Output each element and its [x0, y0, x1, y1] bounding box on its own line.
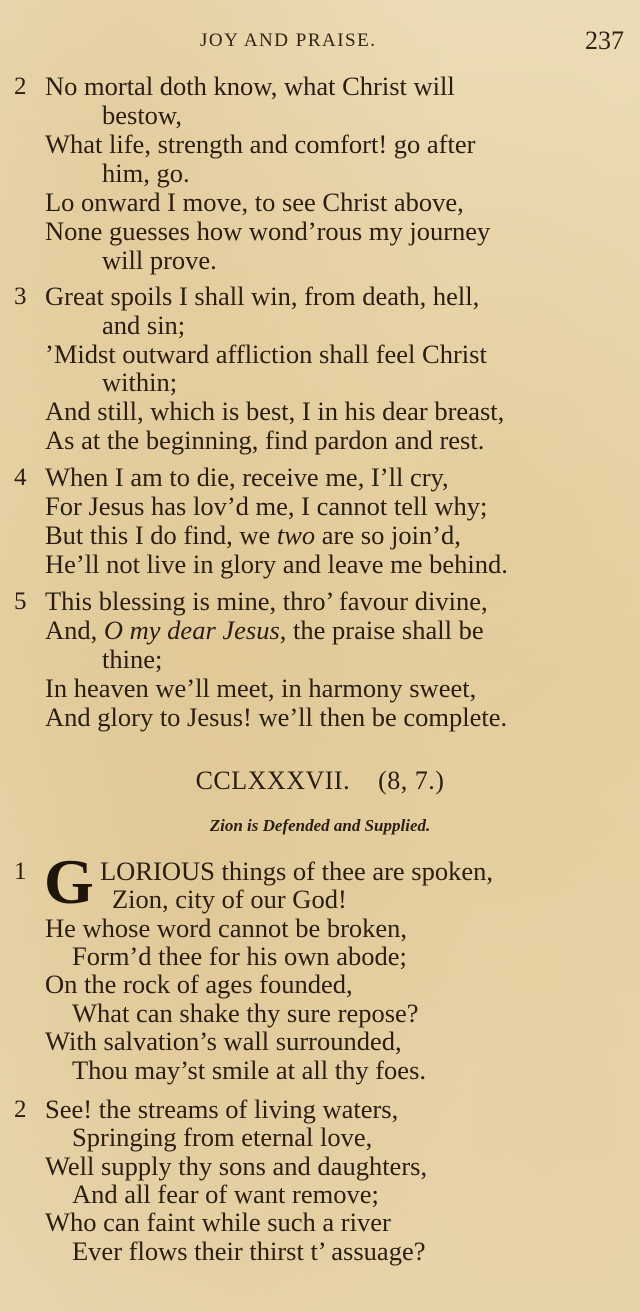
hymn-heading — [0, 766, 640, 796]
verse-line — [45, 616, 484, 645]
verse-line: Great spoils I shall win, from death, hell, — [45, 281, 480, 311]
verse-line: None guesses how wond’rous my journey — [45, 216, 491, 246]
verse-line: In heaven we’ll meet, in harmony sweet, — [45, 673, 477, 703]
drop-cap: G — [44, 846, 94, 917]
verse-line: He’ll not live in glory and leave me behind. — [45, 549, 508, 579]
verse-line — [45, 521, 461, 550]
stanza-number: 3 — [14, 283, 27, 310]
verse-line: Form’d thee for his own abode; — [72, 941, 407, 971]
stanza-number: 4 — [14, 464, 27, 491]
hymn-meter: (8, 7.) — [378, 766, 445, 795]
running-head — [0, 26, 640, 60]
verse-line: And still, which is best, I in his dear breast, — [45, 396, 505, 426]
verse-line: Thou may’st smile at all thy foes. — [72, 1055, 427, 1085]
verse-line: And glory to Jesus! we’ll then be complete. — [45, 702, 508, 732]
verse-line: Lo onward I move, to see Christ above, — [45, 187, 464, 217]
verse-line: LORIOUS things of thee are spoken, — [100, 856, 494, 886]
verse-line: He whose word cannot be broken, — [45, 913, 408, 943]
verse-line: within; — [102, 367, 178, 397]
italic-emphasis: O my dear Jesus — [103, 615, 280, 645]
verse-line: See! the streams of living waters, — [45, 1094, 399, 1124]
verse-line: Springing from eternal love, — [72, 1122, 373, 1152]
hymn-title: Zion is Defended and Supplied. — [209, 816, 431, 835]
verse-text: are so join’d, — [315, 520, 461, 550]
stanza-number: 1 — [14, 858, 27, 885]
verse-line: and sin; — [102, 310, 186, 340]
verse-text: And, — [45, 615, 104, 645]
verse-line: For Jesus has lov’d me, I cannot tell why; — [45, 491, 488, 521]
stanza-number: 5 — [14, 588, 27, 615]
verse-line: With salvation’s wall surrounded, — [45, 1026, 402, 1056]
page-number: 237 — [585, 26, 624, 55]
verse-line: Well supply thy sons and daughters, — [45, 1151, 428, 1181]
verse-line: And all fear of want remove; — [72, 1179, 379, 1209]
verse-text: , the praise shall be — [279, 615, 484, 645]
verse-line: thine; — [102, 644, 163, 674]
italic-emphasis: two — [276, 520, 316, 550]
verse-line: Who can faint while such a river — [45, 1207, 391, 1237]
verse-line: Zion, city of our God! — [112, 884, 347, 914]
running-title: JOY AND PRAISE. — [200, 30, 377, 51]
verse-line: What life, strength and comfort! go after — [45, 129, 476, 159]
verse-line: ’Midst outward affliction shall feel Christ — [45, 339, 487, 369]
verse-line: What can shake thy sure repose? — [72, 998, 419, 1028]
verse-line: As at the beginning, find pardon and rest. — [45, 425, 485, 455]
hymn-number: CCLXXXVII. — [195, 766, 351, 795]
verse-line: him, go. — [102, 158, 190, 188]
verse-line: bestow, — [102, 100, 182, 130]
verse-text: But this I do find, we — [45, 520, 277, 550]
verse-line: No mortal doth know, what Christ will — [45, 71, 455, 101]
verse-line: On the rock of ages founded, — [45, 969, 353, 999]
stanza-number: 2 — [14, 1096, 27, 1123]
verse-line: Ever flows their thirst t’ assuage? — [72, 1236, 426, 1266]
verse-line: This blessing is mine, thro’ favour divine, — [45, 586, 488, 616]
stanza-number: 2 — [14, 73, 27, 100]
verse-line: When I am to die, receive me, I’ll cry, — [45, 462, 449, 492]
verse-line: will prove. — [102, 245, 217, 275]
